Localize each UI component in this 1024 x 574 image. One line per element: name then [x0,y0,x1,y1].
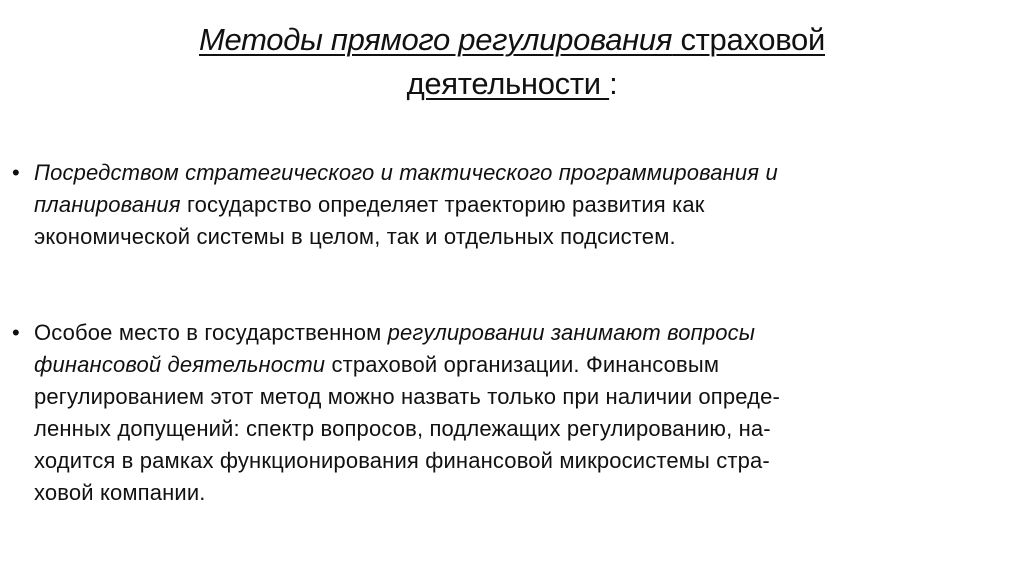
slide-title-line-2 [60,62,964,106]
bullet-marker: • [12,320,20,345]
bullet-2-line-3 [34,381,1002,413]
bullet-2-line-5 [34,445,1002,477]
slide-title-underlined-2: деятельности [406,66,610,101]
bullet-1-line-2-normal: государство определяет траекторию развития как [180,192,705,217]
bullet-text-2 [34,317,1002,509]
bullet-2-line-1 [34,317,1002,349]
bullet-2-line-1-pre: Особое место в государственном [34,320,388,345]
bullet-2-line-4 [34,413,1002,445]
slide-title-underlined-1 [199,22,825,57]
slide-title-italic-part: Методы прямого регулирования [199,22,673,57]
bullet-2-line-2-normal: страховой организации. Финансовым [325,352,720,377]
slide-title-line-1 [60,18,964,62]
bullet-2-line-1-italic: регулировании занимают вопросы [387,320,756,345]
bullet-1-line-3 [34,221,1002,253]
bullet-2-line-6 [34,477,1002,509]
bullet-text-1 [34,157,1002,253]
bullet-1-line-2 [34,189,1002,221]
bullet-2-line-4-normal: ленных допущений: спектр вопросов, подлежащих регулированию, на- [34,416,771,441]
bullet-2-line-2-italic: финансовой деятельности [34,352,326,377]
slide-title-normal-part: страховой [672,22,825,57]
bullet-marker: • [12,160,20,185]
slide-title-colon: : [609,66,618,101]
bullet-2-line-3-normal: регулированием этот метод можно назвать только при наличии опреде- [34,384,781,409]
bullet-1-line-3-normal: экономической системы в целом, так и отдельных подсистем. [34,224,676,249]
bullet-1-line-2-italic: планирования [34,192,181,217]
slide-title [60,18,964,106]
bullet-2-line-6-normal: ховой компании. [34,480,206,505]
bullet-2-line-5-normal: ходится в рамках функционирования финансовой микросистемы стра- [34,448,770,473]
bullet-2-line-2 [34,349,1002,381]
bullet-1-line-1 [34,157,1002,189]
bullet-1-line-1-italic: Посредством стратегического и тактического программирования и [34,160,778,185]
